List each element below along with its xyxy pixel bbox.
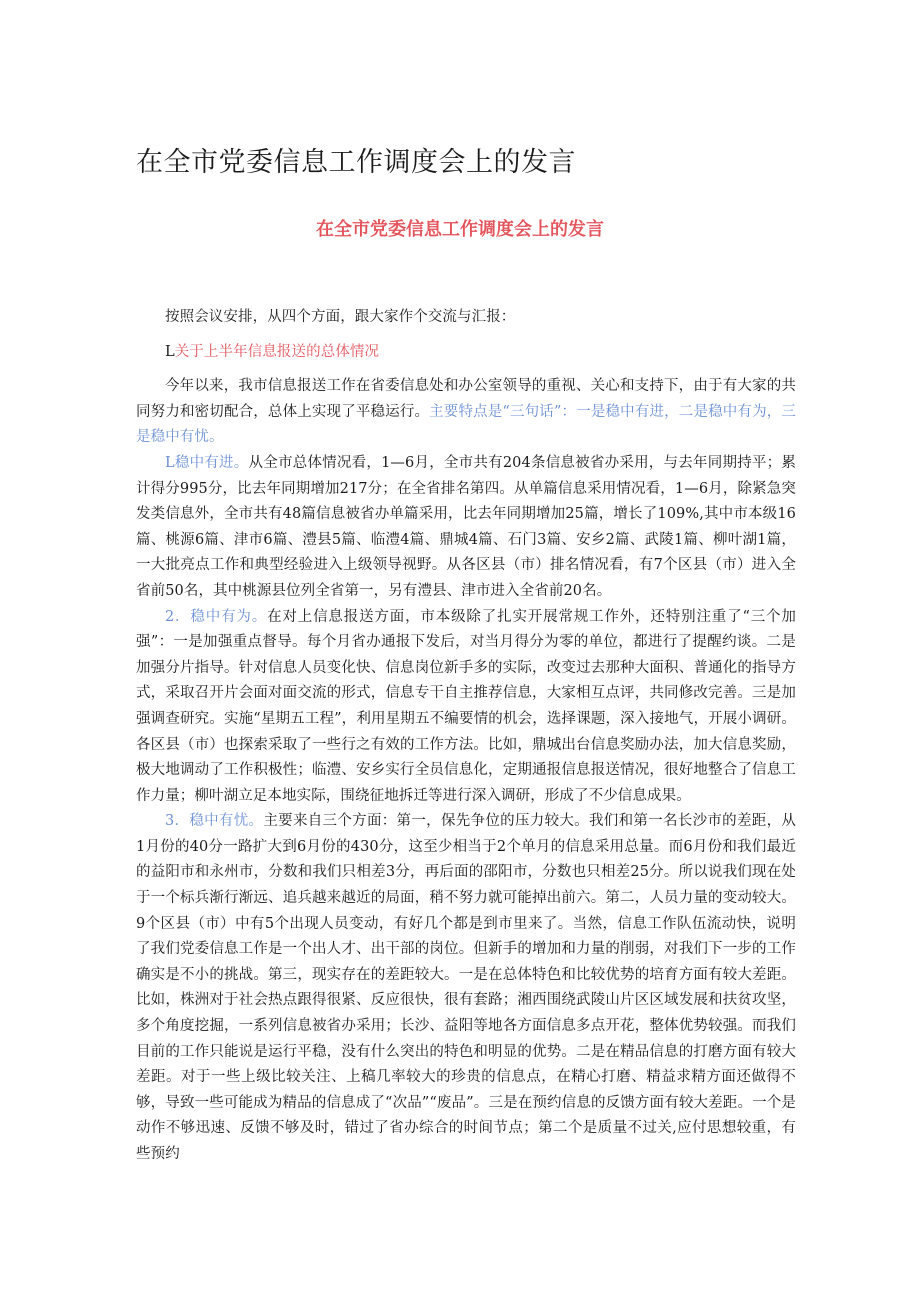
intro-paragraph: 按照会议安排，从四个方面，跟大家作个交流与汇报： <box>165 309 516 325</box>
document-body <box>136 305 796 1168</box>
point-3-text: 主要来自三个方面：第一，保先争位的压力较大。我们和第一名长沙市的差距，从1月份的40分一路扩大到6月份的430分，这至少相当于2个单月的信息采用总量。而6月份和我们最近的益阳市和永州市，分数和我们只相差3分，再后面的邵阳市，分数也只相差25分。所以说我们现在处于一个标兵渐行渐远、追兵越来越近的局面，稍不努力就可能掉出前六。第二，人员力量的变动较大。9个区县（市）中有5个出现人员变动，有好几个都是到市里来了。当然，信息工作队伍流动快，说明了我们党委信息工作是一个出人才、出干部的岗位。但新手的增加和力量的削弱，对我们下一步的工作确实是不小的挑战。第三，现实存在的差距较大。一是在总体特色和比较优势的培育方面有较大差距。比如，株洲对于社会热点跟得很紧、反应很快，很有套路；湘西围绕武陵山片区区域发展和扶贫攻坚，多个角度挖掘，一系列信息被省办采用；长沙、益阳等地各方面信息多点开花，整体优势较强。而我们目前的工作只能说是运行平稳，没有什么突出的特色和明显的优势。二是在精品信息的打磨方面有较大差距。对于一些上级比较关注、上稿几率较大的珍贵的信息点，在精心打磨、精益求精方面还做得不够，导致一些可能成为精品的信息成了“次品”“废品”。三是在预约信息的反馈方面有较大差距。一个是动作不够迅速、反馈不够及时，错过了省办综合的时间节点；第二个是质量不过关,应付思想较重，有些预约 <box>136 813 796 1162</box>
overview-text: 今年以来，我市信息报送工作在省委信息处和办公室领导的重视、关心和支持下，由于有大家的共同努力和密切配合，总体上实现了平稳运行。 <box>136 378 796 420</box>
point-1-text: 从全市总体情况看，1—6月，全市共有204条信息被省办采用，与去年同期持平；累计得分995分，比去年同期增加217分；在全省排名第四。从单篇信息采用情况看，1—6月，除紧急突发类信息外，全市共有48篇信息被省办单篇采用，比去年同期增加25篇，增长了109%,其中市本级16篇、桃源6篇、津市6篇、澧县5篇、临澧4篇、鼎城4篇、石门3篇、安乡2篇、武陵1篇、柳叶湖1篇，一大批亮点工作和典型经验进入上级领导视野。从各区县（市）排名情况看，有7个区县（市）进入全省前50名，其中桃源县位列全省第一，另有澧县、津市进入全省前20名。 <box>136 454 796 599</box>
section-1-title: 关于上半年信息报送的总体情况 <box>174 343 380 360</box>
point-3-label: 3．稳中有忧。 <box>165 813 264 830</box>
overview-paragraph <box>136 374 796 451</box>
point-1-label: L稳中有进。 <box>165 454 249 471</box>
document-subtitle: 在全市党委信息工作调度会上的发言 <box>316 219 604 240</box>
point-2-text: 在对上信息报送方面，市本级除了扎实开展常规工作外，还特别注重了“三个加强”：一是加强重点督导。每个月省办通报下发后，对当月得分为零的单位，都进行了提醒约谈。二是加强分片指导。针对信息人员变化快、信息岗位新手多的实际，改变过去那种大面积、普通化的指导方式，采取召开片会面对面交流的形式，信息专干自主推荐信息，大家相互点评，共同修改完善。三是加强调查研究。实施“星期五工程”，利用星期五不编要情的机会，选择课题，深入接地气，开展小调研。各区县（市）也探索采取了一些行之有效的工作方法。比如，鼎城出台信息奖励办法，加大信息奖励，极大地调动了工作积极性；临澧、安乡实行全员信息化，定期通报信息报送情况，很好地整合了信息工作力量；柳叶湖立足本地实际，围绕征地拆迁等进行深入调研，形成了不少信息成果。 <box>136 608 796 804</box>
section-1-heading <box>136 340 796 366</box>
point-2-paragraph <box>136 605 796 810</box>
section-1-number: L <box>165 343 175 360</box>
point-1-paragraph <box>136 451 796 605</box>
point-3-paragraph <box>136 809 796 1167</box>
document-title: 在全市党委信息工作调度会上的发言 <box>136 147 576 178</box>
point-2-label: 2．稳中有为。 <box>165 608 268 625</box>
overview-highlight: 主要特点是“三句话”：一是稳中有进，二是稳中有为，三是稳中有忧。 <box>136 403 796 446</box>
